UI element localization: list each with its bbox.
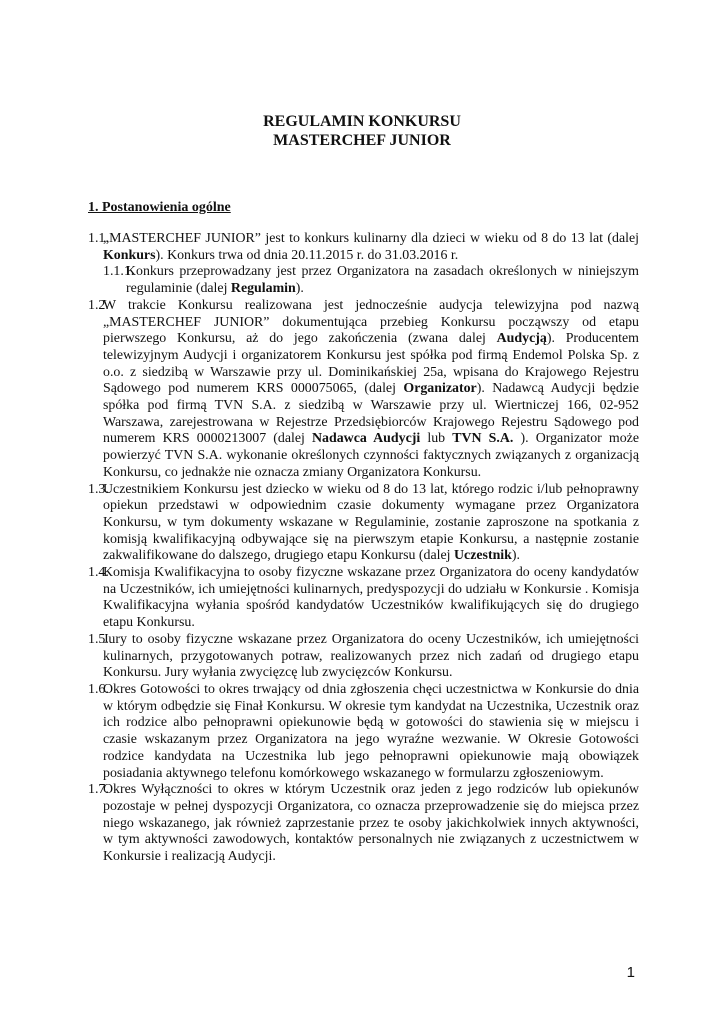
clause-number: 1.1.1. xyxy=(103,264,135,280)
clause-number: 1.5. xyxy=(88,631,109,647)
clause-1-3: 1.3. Uczestnikiem Konkursu jest dziecko w wieku od 8 do 13 lat, którego rodzic i/lub pełnoprawny opiekun przedstawi w odpowiednim czasie dokumenty wymagane przez Organizatora Konkursu, w tym dokumenty wskazane w Regulaminie, zostanie zaproszone na spotkania z komisją kwalifikacyjną odbywające się na pierwszym etapie Konkursu, a następnie zostanie zakwalifikowane do dalszego, drugiego etapu Konkursu (dalej Uczestnik). xyxy=(88,481,639,564)
section-heading: 1. Postanowienia ogólne xyxy=(88,200,231,215)
clause-1-1-1: 1.1.1. Konkurs przeprowadzany jest przez Organizatora na zasadach określonych w niniejszym regulaminie (dalej Regulamin). xyxy=(103,264,639,297)
document-body xyxy=(88,231,639,866)
document-title-line-1: REGULAMIN KONKURSU xyxy=(263,113,461,130)
clause-number: 1.4. xyxy=(88,565,109,581)
clause-1-2: 1.2. W trakcie Konkursu realizowana jest jednocześnie audycja telewizyjna pod nazwą „MASTERCHEF JUNIOR” dokumentująca przebieg Konkursu począwszy od etapu pierwszego Konkursu, aż do jego zakończenia (zwana dalej Audycją). Producentem telewizyjnym Audycji i organizatorem Konkursu jest spółka pod firmą Endemol Polska Sp. z o.o. z siedzibą w Warszawie przy ul. Dominikańskiej 25a, wpisana do Krajowego Rejestru Sądowego pod numerem KRS 000075065, (dalej Organizator). Nadawcą Audycji będzie spółka pod firmą TVN S.A. z siedzibą w Warszawie przy ul. Wiertniczej 166, 02-952 Warszawa, zarejestrowana w Rejestrze Przedsiębiorców Krajowego Rejestru Sądowego pod numerem KRS 0000213007 (dalej Nadawca Audycji lub TVN S.A. ). Organizator może powierzyć TVN S.A. wykonanie określonych czynności faktycznych związanych z organizacją Konkursu, co jednakże nie oznacza zmiany Organizatora Konkursu. xyxy=(88,297,639,480)
page-number: 1 xyxy=(626,964,635,981)
clause-1-7: 1.7. Okres Wyłączności to okres w którym Uczestnik oraz jeden z jego rodziców lub opiekunów pozostaje w pełnej dyspozycji Organizatora, co oznacza przeprowadzenie się do miejsca przez niego wskazanego, jak również zaprzestanie przez te osoby jakichkolwiek innych aktywności, w tym aktywności zawodowych, kontaktów personalnych nie związanych z uczestnictwem w Konkursie i realizacją Audycji. xyxy=(88,782,639,865)
clause-number: 1.6. xyxy=(88,681,109,697)
clause-1-5: 1.5. Jury to osoby fizyczne wskazane przez Organizatora do oceny Uczestników, ich umiejętności kulinarnych, przygotowanych potraw, realizowanych przez nich zadań od drugiego etapu Konkursu. Jury wyłania zwycięzcę lub zwycięzców Konkursu. xyxy=(88,631,639,681)
clause-1-4: 1.4. Komisja Kwalifikacyjna to osoby fizyczne wskazane przez Organizatora do oceny kandydatów na Uczestników, ich umiejętności kulinarnych, predyspozycji do udziału w Konkursie . Komisja Kwalifikacyjna wyłania spośród kandydatów Uczestników kwalifikujących się do drugiego etapu Konkursu. xyxy=(88,565,639,631)
document-title-line-2: MASTERCHEF JUNIOR xyxy=(273,132,451,149)
clause-number: 1.1. xyxy=(88,231,109,246)
clause-1-6: 1.6. Okres Gotowości to okres trwający od dnia zgłoszenia chęci uczestnictwa w Konkursie do dnia w którym odbędzie się Finał Konkursu. W okresie tym kandydat na Uczestnika, Uczestnik oraz ich rodzice albo pełnoprawni opiekunowie będą w gotowości do stawienia się w miejscu i czasie wskazanym przez Organizatora na jego wyraźne wezwanie. W Okresie Gotowości rodzice kandydata na Uczestnika lub jego pełnoprawni opiekunowie mają obowiązek posiadania aktywnego telefonu komórkowego wskazanego w formularzu zgłoszeniowym. xyxy=(88,681,639,781)
clause-number: 1.3. xyxy=(88,481,109,497)
clause-number: 1.7. xyxy=(88,782,109,798)
clause-1-1: 1.1. „MASTERCHEF JUNIOR” jest to konkurs kulinarny dla dzieci w wieku od 8 do 13 lat (dalej Konkurs). Konkurs trwa od dnia 20.11.2015 r. do 31.03.2016 r. xyxy=(88,231,639,263)
clause-number: 1.2. xyxy=(88,297,109,313)
